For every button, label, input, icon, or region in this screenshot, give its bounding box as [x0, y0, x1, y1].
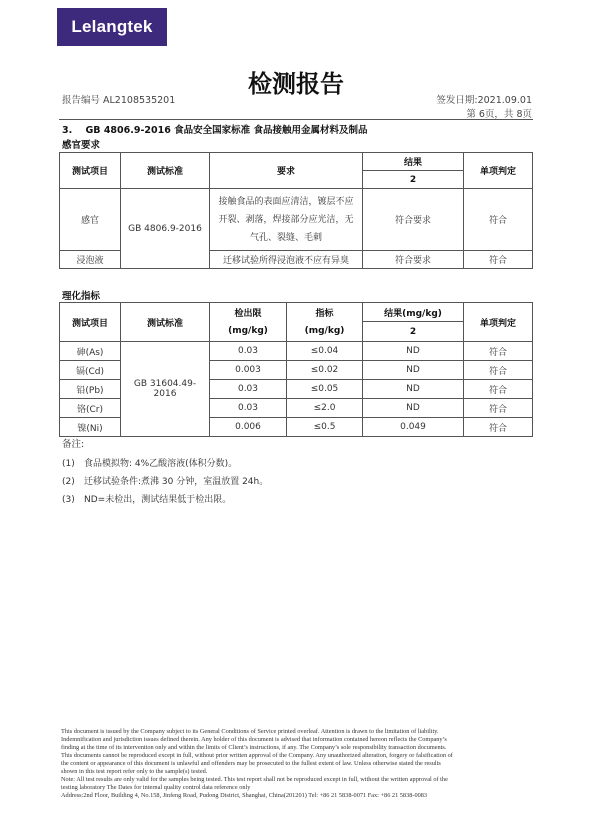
remark-item [62, 456, 237, 469]
footer-line: the content or appearance of this document is unlawful and offenders may be prosecuted to the fullest extent of law. Unless otherwise stated the results [61, 760, 441, 767]
footer-line: This document is issued by the Company subject to its General Conditions of Service printed overleaf. Attention is drawn to the limitation of liability. [61, 728, 439, 735]
issue-date: 签发日期:2021.09.01 [436, 95, 532, 106]
physchem-limit: ≤2.0 [287, 399, 363, 418]
physchem-item: 铅(Pb) [60, 380, 121, 399]
sensory-subtitle: 感官要求 [62, 140, 101, 151]
physchem-header-judgement: 单项判定 [464, 303, 533, 342]
sensory-requirement: 迁移试验所得浸泡液不应有异臭 [210, 251, 363, 269]
remarks-label: 备注: [62, 439, 85, 450]
report-title: 检测报告 [248, 70, 344, 98]
physchem-header-mdl-unit: (mg/kg) [210, 322, 287, 342]
sensory-result: 符合要求 [363, 189, 464, 251]
physchem-header-result: 结果(mg/kg) [363, 303, 464, 322]
physchem-subtitle: 理化指标 [62, 291, 101, 302]
sensory-header-result: 结果 [363, 153, 464, 171]
sensory-item: 感官 [60, 189, 121, 251]
physchem-standard: GB 31604.49-2016 [121, 342, 210, 437]
sensory-result: 符合要求 [363, 251, 464, 269]
physchem-item: 镍(Ni) [60, 418, 121, 437]
physchem-result: ND [363, 399, 464, 418]
footer-disclaimer [61, 728, 533, 800]
physchem-judgement: 符合 [464, 380, 533, 399]
remark-item [62, 474, 268, 487]
section-title-text: GB 4806.9-2016 食品安全国家标准 食品接触用金属材料及制品 [85, 125, 368, 136]
physchem-item: 铬(Cr) [60, 399, 121, 418]
sensory-table [59, 152, 533, 269]
physchem-header-mdl: 检出限 [210, 303, 287, 322]
physchem-judgement: 符合 [464, 342, 533, 361]
physchem-header-item: 测试项目 [60, 303, 121, 342]
physchem-mdl: 0.03 [210, 342, 287, 361]
physchem-limit: ≤0.5 [287, 418, 363, 437]
sensory-header-standard: 测试标准 [121, 153, 210, 189]
section-title [62, 122, 367, 136]
remark-number: (1) [62, 459, 75, 469]
physchem-result: 0.049 [363, 418, 464, 437]
physchem-mdl: 0.006 [210, 418, 287, 437]
sensory-header-result-no: 2 [363, 171, 464, 189]
table-row [60, 189, 533, 251]
section-number: 3. [62, 125, 73, 136]
physchem-table [59, 302, 533, 437]
physchem-header-limit-unit: (mg/kg) [287, 322, 363, 342]
physchem-header-standard: 测试标准 [121, 303, 210, 342]
report-number: 报告编号 AL2108535201 [62, 95, 176, 106]
remark-number: (2) [62, 477, 75, 487]
remark-text: 食品模拟物: 4%乙酸溶液(体积分数)。 [84, 459, 238, 469]
physchem-judgement: 符合 [464, 418, 533, 437]
header-divider [59, 119, 533, 120]
footer-line: Indemnification and jurisdiction issues defined therein. Any holder of this document is advised that information contained hereon reflects the Company’s [61, 736, 447, 743]
physchem-result: ND [363, 342, 464, 361]
footer-address: Address:2nd Floor, Building 4, No.158, Jinfeng Road, Pudong District, Shanghai, China(201201) Tel: +86 21 5838-0071 Fax: +86 21 5838-0083 [61, 792, 428, 799]
footer-line: Note: All test results are only valid for the samples being tested. This test report shall not be reproduced except in full, without the written approval of the [61, 776, 448, 783]
footer-line: finding at the time of its intervention only and within the limits of Client’s instructions, if any. The Company’s sole responsibility transaction documents. [61, 744, 447, 751]
physchem-mdl: 0.03 [210, 399, 287, 418]
sensory-header-item: 测试项目 [60, 153, 121, 189]
physchem-result: ND [363, 380, 464, 399]
remark-text: ND=未检出，测试结果低于检出限。 [84, 495, 232, 505]
footer-line: This documents cannot be reproduced except in full, without prior written approval of the Company. Any unauthorized alteration, forgery or falsification of [61, 752, 453, 759]
physchem-header-limit: 指标 [287, 303, 363, 322]
physchem-item: 镉(Cd) [60, 361, 121, 380]
remark-text: 迁移试验条件:煮沸 30 分钟，室温放置 24h。 [84, 477, 269, 487]
physchem-limit: ≤0.02 [287, 361, 363, 380]
sensory-item: 浸泡液 [60, 251, 121, 269]
physchem-mdl: 0.03 [210, 380, 287, 399]
footer-line: testing laboratory The Dates for internal quality control data reference only [61, 784, 251, 791]
sensory-standard: GB 4806.9-2016 [121, 189, 210, 269]
company-logo: Lelangtek [57, 8, 167, 46]
sensory-header-requirement: 要求 [210, 153, 363, 189]
sensory-header-judgement: 单项判定 [464, 153, 533, 189]
physchem-item: 砷(As) [60, 342, 121, 361]
remark-item [62, 492, 231, 505]
physchem-judgement: 符合 [464, 399, 533, 418]
physchem-limit: ≤0.05 [287, 380, 363, 399]
physchem-judgement: 符合 [464, 361, 533, 380]
sensory-judgement: 符合 [464, 251, 533, 269]
physchem-mdl: 0.003 [210, 361, 287, 380]
sensory-judgement: 符合 [464, 189, 533, 251]
table-row [60, 342, 533, 361]
physchem-limit: ≤0.04 [287, 342, 363, 361]
sensory-requirement: 接触食品的表面应清洁，镀层不应开裂、剥落，焊接部分应光洁，无气孔、裂缝、毛刺 [210, 189, 363, 251]
footer-line: shown in this test report refer only to the sample(s) tested. [61, 768, 208, 775]
physchem-header-result-no: 2 [363, 322, 464, 342]
remark-number: (3) [62, 495, 75, 505]
page-info: 第 6页，共 8页 [466, 109, 532, 120]
physchem-result: ND [363, 361, 464, 380]
